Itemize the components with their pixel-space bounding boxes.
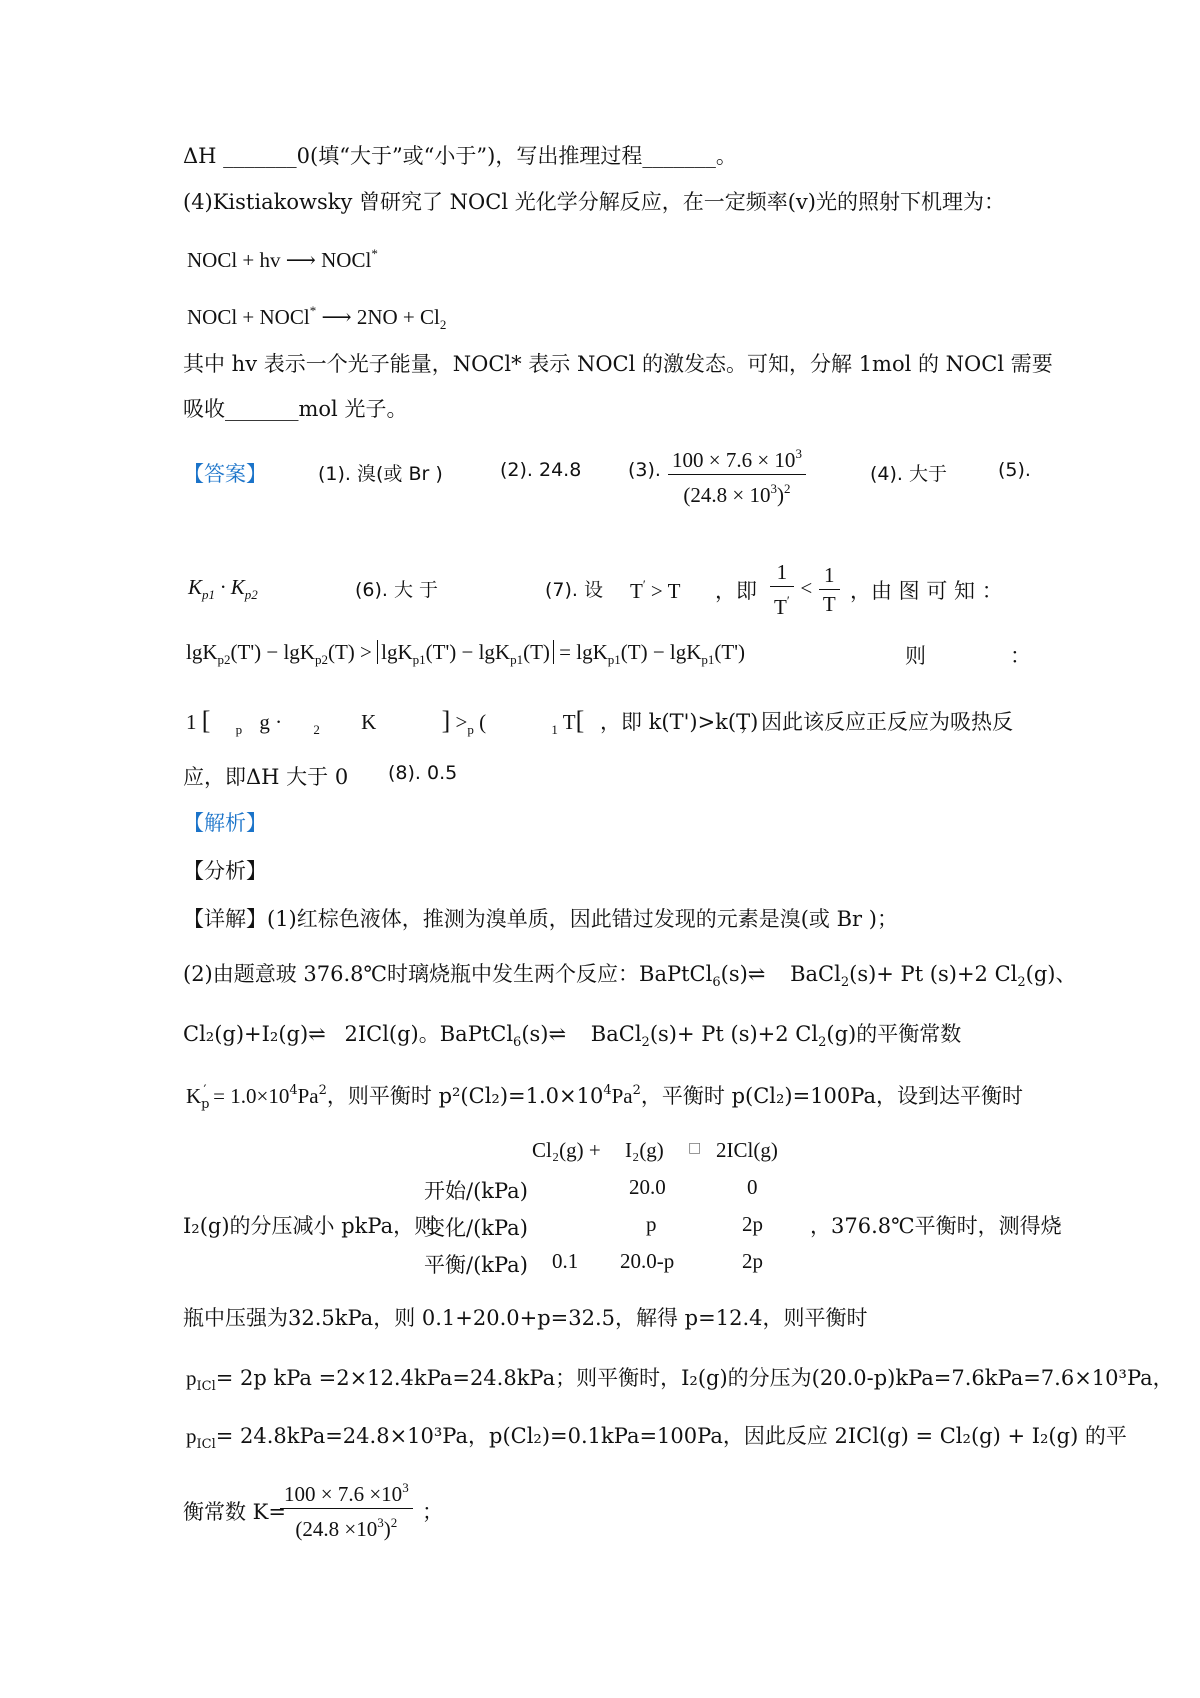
- table-row-eq-i2: 20.0-p: [620, 1249, 675, 1273]
- answer-8: (8). 0.5: [388, 762, 458, 784]
- table-row-eq-label: 平衡/(kPa): [424, 1253, 528, 1277]
- kp-symbol: K: [230, 575, 245, 599]
- table-row-eq-icl: 2p: [742, 1249, 763, 1273]
- equilibrium-arrow-icon: ⇌: [308, 1022, 326, 1046]
- reaction-right: 2NO + Cl: [356, 305, 440, 329]
- reaction-left: NOCl + hv: [187, 248, 281, 272]
- detail-text: (1)红棕色液体，推测为溴单质，因此错过发现的元素是溴(或 Br )；: [267, 907, 898, 931]
- answer-5-expression: $K_{p1} \cdot K_{p2}$: [188, 575, 258, 602]
- answer-2: (2). 24.8: [500, 459, 582, 481]
- kp-symbol: K: [188, 575, 203, 599]
- table-left-text: I₂(g)的分压减小 pkPa，则: [183, 1214, 436, 1238]
- colon-text: ：: [1010, 644, 1031, 668]
- detail-label: 【详解】: [183, 907, 267, 931]
- answer-6: (6). 大 于: [355, 579, 439, 601]
- equilibrium-arrow-icon: ⇌: [747, 962, 766, 986]
- question-text: 吸收_______mol 光子。: [183, 397, 408, 421]
- reaction-left: NOCl + NOCl: [187, 305, 310, 329]
- reaction-1: NOCl + hv ⟶ NOCl*: [187, 246, 378, 272]
- answer-label: 【答案】: [183, 462, 267, 486]
- answer-7-text: ，即: [715, 579, 757, 603]
- answer-7-fractions: $\frac{1}{T'}$ < $\frac{1}{T}$: [770, 558, 840, 621]
- question-line-6: [183, 395, 407, 423]
- then-text: 则: [905, 644, 926, 668]
- fraction-numerator: 100 × 7.6 × 10: [672, 448, 796, 472]
- detail-line-4: $K_p' = 1.0\times 10^4Pa^2$，则平衡时 $p^2(Cl_2)=1.0\times 10^4Pa^2$，平衡时 p(Cl₂)=100Pa，设到达平衡时: [186, 1083, 1023, 1112]
- table-row-start-label: 开始/(kPa): [424, 1179, 528, 1203]
- detail-line-1: [183, 903, 898, 933]
- detail-line-7: $p_{ICl}= 2p$ kPa =2×12.4kPa=24.8kPa；则平衡时，I₂(g)的分压为(20.0-p)kPa=7.6kPa=7.6×10³Pa，: [186, 1366, 1174, 1394]
- answer-7-inequality: T′ > T: [630, 577, 681, 603]
- equilibrium-constant-fraction: $\frac{100 \times 7.6 \times 10^3}{(24.8 \times 10^3)^2}$: [280, 1474, 413, 1543]
- detail-line-3: Cl₂(g)+I₂(g)⇌ 2ICl(g)。BaPtCl$_6$(s)⇌ BaCl$_2$(s)+ Pt (s)+2 $Cl_2(g)$的平衡常数: [183, 1022, 962, 1050]
- detail-line-2: (2)由题意玻 376.8℃时璃烧瓶中发生两个反应：BaPtCl$_6$(s)⇌ BaCl$_2$(s)+ Pt (s)+2 $Cl_2(g)$、: [183, 962, 1077, 990]
- question-text: (4)Kistiakowsky 曾研究了 NOCl 光化学分解反应，在一定频率(v)光的照射下机理为：: [183, 190, 1005, 214]
- detail-line-9-label: 衡常数 K=: [183, 1500, 286, 1524]
- question-text: ΔH _______0(填“大于”或“小于”)，写出推理过程_______。: [183, 144, 737, 168]
- arrow-icon: ⟶: [321, 305, 352, 329]
- answer-1: (1). 溴(或 Br ): [318, 463, 443, 485]
- table-right-text: ，376.8℃平衡时，测得烧: [810, 1214, 1062, 1238]
- detail-line-6: 瓶中压强为32.5kPa，则 0.1+20.0+p=32.5，解得 p=12.4，则平衡时: [183, 1306, 868, 1330]
- answer-k-compare: ，即 k(T')>k(T): [600, 710, 759, 734]
- table-row-change-icl: 2p: [742, 1212, 763, 1236]
- table-row-start-i2: 20.0: [629, 1175, 666, 1199]
- table-head-i2: I₂(g): [625, 1138, 664, 1162]
- table-row-eq-cl2: 0.1: [552, 1249, 579, 1273]
- answer-7-text-2: ，由 图 可 知 ：: [850, 579, 1003, 603]
- table-head-icl: 2ICl(g): [716, 1138, 778, 1162]
- detail-line-8: $p_{ICl}= 24.8kPa=24.8\times 10^3Pa$，p(Cl₂)=0.1kPa=100Pa，因此反应 2ICl(g) = Cl₂(g) + I₂(g) 的平: [186, 1424, 1127, 1452]
- table-row-change-i2: p: [646, 1212, 657, 1236]
- fraction-denominator: (24.8 × 10: [683, 483, 771, 507]
- jiexi-heading: 【解析】: [183, 811, 267, 835]
- answer-garbled-expression: 1 [ $_p$ g · $_2$ K ] $>_p$ ( $_1$ T[: [186, 706, 585, 737]
- answer-7-label: (7). 设: [545, 579, 603, 601]
- detail-line-9-end: ；: [422, 1500, 443, 1524]
- reaction-2: NOCl + NOCl* ⟶ $2NO + Cl_2$: [187, 303, 447, 332]
- equilibrium-arrow-icon: ⇌: [548, 1022, 567, 1046]
- table-row-change-label: 变化/(kPa): [424, 1216, 528, 1240]
- answer-4: (4). 大于: [870, 463, 947, 485]
- answer-conclusion: ，因此该反应正反应为吸热反: [740, 710, 1013, 734]
- reaction-right: NOCl: [321, 248, 372, 272]
- table-row-start-icl: 0: [747, 1175, 758, 1199]
- question-line-1: [183, 142, 737, 170]
- answer-conclusion-2: 应，即ΔH 大于 0: [183, 765, 349, 789]
- answer-5-label: (5).: [998, 459, 1031, 481]
- answer-lg-expression: lgK$_{p2}$(T') − lgK$_{p2}$(T) > lgK$_{p1}$(T') − lgK$_{p1}$(T) = lgK$_{p1}$(T) − lgK$_{p1}$(T'): [186, 640, 746, 667]
- arrow-icon: ⟶: [285, 248, 316, 272]
- question-line-2: [183, 188, 1005, 216]
- question-text: 其中 hv 表示一个光子能量，NOCl* 表示 NOCl 的激发态。可知，分解 1mol 的 NOCl 需要: [183, 352, 1053, 376]
- question-line-5: [183, 350, 1053, 378]
- answer-3-label: (3).: [628, 459, 661, 481]
- answer-3-fraction: $\frac{100 \times 7.6 \times 10^3}{(24.8 \times 10^3)^2}$: [668, 440, 806, 509]
- fenxi-heading: 【分析】: [183, 859, 267, 883]
- table-head-cl2: Cl₂(g) +: [532, 1138, 601, 1162]
- missing-glyph-icon: □: [688, 1140, 702, 1156]
